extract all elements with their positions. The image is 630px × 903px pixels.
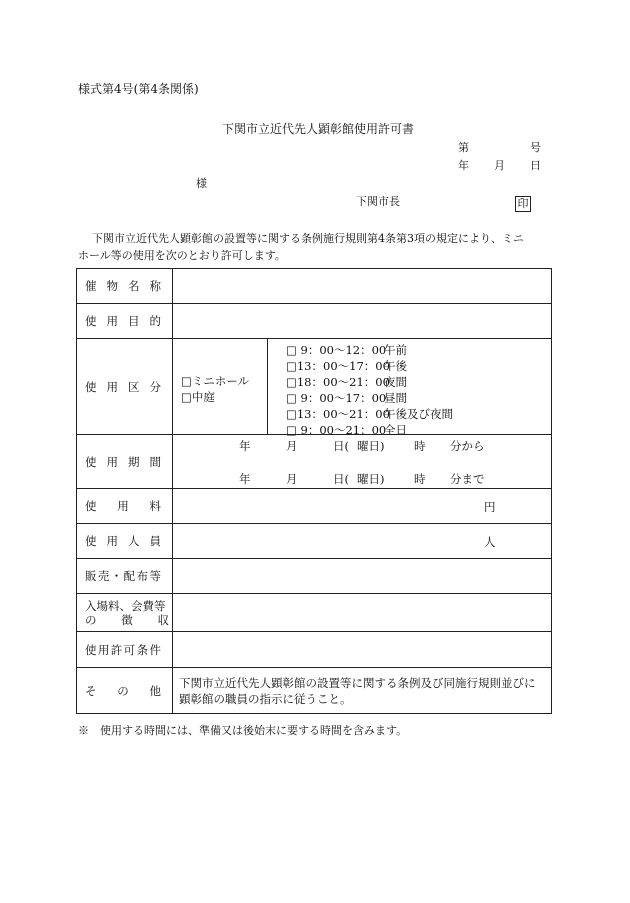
- label-char: そ: [85, 683, 97, 698]
- intro-line-2: ホール等の使用を次のとおり許可します。: [78, 249, 286, 262]
- field-people[interactable]: [173, 524, 552, 559]
- period-until-line: 年 月 日( 曜日) 時 分まで: [239, 472, 485, 486]
- label-text: [85, 278, 161, 294]
- row-period: [77, 435, 552, 489]
- label-text: [85, 568, 161, 584]
- label-char: 用: [106, 534, 118, 548]
- label-char: 販: [85, 569, 97, 583]
- label-char: 使: [85, 499, 97, 513]
- label-text: [85, 379, 161, 395]
- label-char: 区: [128, 379, 140, 394]
- label-char: 使: [85, 379, 97, 394]
- label-text: [85, 313, 161, 329]
- label-char: 使: [85, 454, 97, 469]
- label-char: 物: [106, 279, 118, 293]
- label-char: 期: [128, 454, 140, 469]
- number-prefix: 第: [458, 141, 469, 154]
- label-admission: [77, 594, 173, 632]
- label-char: 目: [128, 314, 140, 328]
- permit-form-table: [76, 268, 552, 714]
- label-char: 売: [97, 569, 110, 583]
- label-people: [77, 524, 173, 559]
- label-admission-line-1: 入場料、会費等: [85, 598, 166, 613]
- label-char: 人: [128, 534, 140, 548]
- date-day: 日: [530, 159, 541, 172]
- label-conditions: [77, 632, 173, 668]
- slot-option[interactable]: □13：00～21：00午後及び夜間: [286, 407, 453, 421]
- footnote: ※ 使用する時間には、準備又は後始末に要する時間を含みます。: [78, 724, 408, 737]
- time-slot-options: [267, 339, 453, 437]
- label-char: 員: [149, 534, 161, 548]
- label-char: 分: [149, 379, 161, 394]
- fee-unit: 円: [484, 500, 496, 514]
- label-char: の: [117, 683, 129, 698]
- label-char: の: [85, 612, 97, 627]
- row-category: [77, 339, 552, 435]
- label-char: 料: [149, 499, 161, 513]
- label-text: [85, 533, 161, 549]
- label-char: 用: [106, 454, 118, 469]
- venue-mini-hall[interactable]: □ミニホール: [181, 374, 250, 388]
- label-char: 徴: [121, 612, 133, 627]
- label-event-name: [77, 269, 173, 304]
- label-char: 収: [157, 612, 169, 627]
- label-period: [77, 435, 173, 489]
- row-people: [77, 524, 552, 559]
- intro-line-1: 下関市立近代先人顕彰館の設置等に関する条例施行規則第4条第3項の規定により、ミニ: [92, 232, 524, 245]
- issuer: 下関市長: [356, 195, 400, 208]
- label-char: 件: [149, 642, 161, 657]
- label-char: 可: [123, 642, 136, 657]
- label-char: 使: [85, 534, 97, 548]
- field-fee[interactable]: [173, 489, 552, 524]
- label-fee: [77, 489, 173, 524]
- people-unit: 人: [484, 535, 496, 549]
- row-conditions: [77, 632, 552, 668]
- row-event-name: [77, 269, 552, 304]
- label-char: 使: [85, 314, 97, 328]
- field-other: [173, 668, 552, 714]
- label-char: 的: [149, 314, 161, 328]
- field-event-name[interactable]: [173, 269, 552, 304]
- slot-option[interactable]: □13：00～17：00午後: [286, 359, 407, 373]
- label-char: 許: [110, 642, 123, 657]
- other-text-line-2: 顕彰館の職員の指示に従うこと。: [179, 691, 352, 706]
- label-char: 条: [136, 642, 149, 657]
- label-char: 等: [149, 569, 161, 583]
- label-char: 用: [106, 314, 118, 328]
- row-other: [77, 668, 552, 714]
- label-char: 用: [117, 499, 129, 513]
- label-text: [85, 642, 161, 658]
- slot-option[interactable]: □ 9：00～21：00全日: [286, 423, 407, 437]
- row-sales: [77, 559, 552, 594]
- document-title: 下関市立近代先人顕彰館使用許可書: [222, 122, 415, 136]
- label-char: 間: [149, 454, 161, 469]
- addressee-suffix: 様: [196, 177, 207, 190]
- label-char: 催: [85, 279, 97, 293]
- row-fee: [77, 489, 552, 524]
- seal-stamp: 印: [515, 192, 531, 212]
- label-char: ・: [110, 569, 123, 583]
- number-suffix: 号: [530, 141, 541, 154]
- row-admission: [77, 594, 552, 632]
- slot-option[interactable]: □ 9：00～17：00昼間: [286, 391, 407, 405]
- label-text: [85, 683, 161, 699]
- venue-courtyard[interactable]: □中庭: [181, 390, 215, 404]
- field-purpose[interactable]: [173, 304, 552, 339]
- label-char: 称: [149, 279, 161, 293]
- label-text: [85, 613, 169, 627]
- label-text: [85, 498, 161, 514]
- period-from-line: 年 月 日( 曜日) 時 分から: [239, 439, 485, 453]
- label-category: [77, 339, 173, 435]
- label-char: 他: [149, 683, 161, 698]
- row-purpose: [77, 304, 552, 339]
- label-char: 使: [85, 642, 97, 657]
- slot-option[interactable]: □18：00～21：00夜間: [286, 375, 407, 389]
- date-month: 月: [494, 159, 505, 172]
- label-purpose: [77, 304, 173, 339]
- label-sales: [77, 559, 173, 594]
- other-text-line-1: 下関市立近代先人顕彰館の設置等に関する条例及び同施行規則並びに: [179, 675, 536, 690]
- field-sales[interactable]: [173, 559, 552, 594]
- label-char: 名: [128, 279, 140, 293]
- field-category: [173, 339, 552, 435]
- label-other: [77, 668, 173, 714]
- field-admission[interactable]: [173, 594, 552, 632]
- label-text: [85, 454, 161, 470]
- label-char: 布: [136, 569, 149, 583]
- date-year: 年: [458, 159, 469, 172]
- form-number: 様式第4号(第4条関係): [78, 82, 199, 96]
- label-char: 用: [106, 379, 118, 394]
- field-conditions[interactable]: [173, 632, 552, 668]
- label-char: 配: [123, 569, 136, 583]
- label-char: 用: [97, 642, 110, 657]
- slot-option[interactable]: □ 9：00～12：00午前: [286, 343, 407, 357]
- field-period[interactable]: [173, 435, 552, 489]
- venue-options: [181, 373, 249, 405]
